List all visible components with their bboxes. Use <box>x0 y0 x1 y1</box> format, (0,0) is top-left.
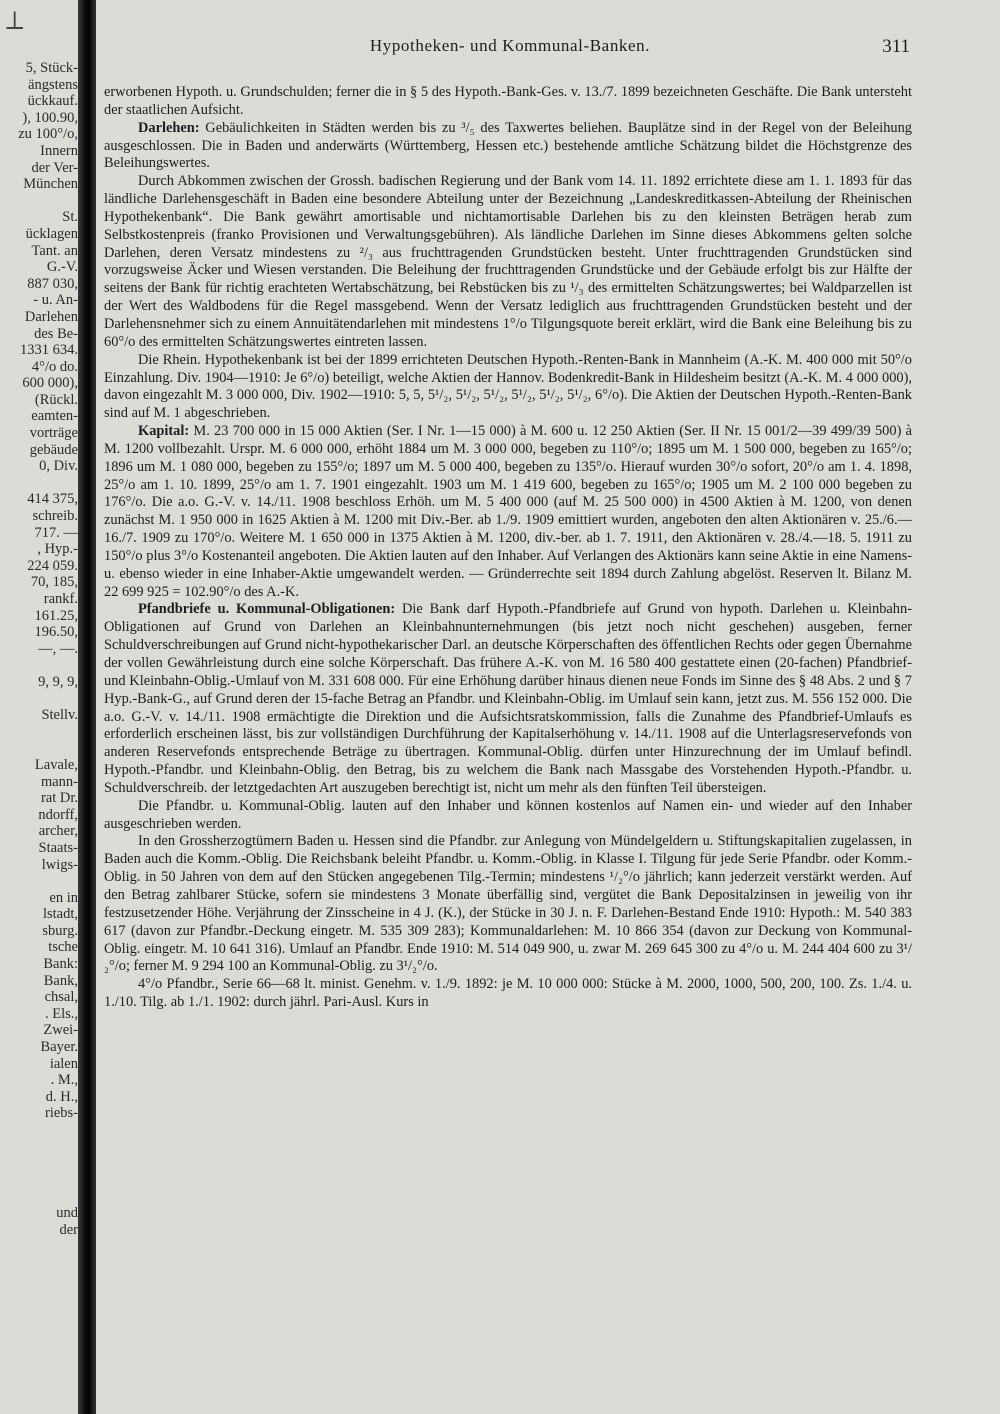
margin-line: mann- <box>40 773 78 790</box>
margin-line: rankf. <box>43 591 78 607</box>
margin-line: München <box>23 176 78 193</box>
margin-line: 600 000), <box>22 375 78 392</box>
paragraph-text: Die Bank darf Hypoth.-Pfandbriefe auf Grund von hypoth. Darlehen u. Kleinbahn-Obligationen auf Grund von Darlehen an Kleinbahnunternehmungen (bis jetzt noch nicht geschehen) ausgeben, ferner Schuldverschreibungen auf Grund nicht-hypothekarischer Darl. an deutsche Körperschaften des öffentlichen Rechts oder gegen Übernahme der vollen Gewährleistung durch eine solche Körperschaft. Das frühere A.-K. von M. 16 580 400 gestattete einen (20-fachen) Pfandbrief- und Kleinbahn-Oblig.-Umlauf von M. 331 608 000. Für eine Erhöhung darüber hinaus dienen neue Fonds im Sinne des § 48 Abs. 2 und § 7 Hyp.-Bank-G., auf Grund deren der 15-fache Betrag an Pfandbr. und Kleinbahn-Oblig. im Umlauf sein kann, jetzt zus. M. 556 152 000. Die a.o. G.-V. v. 14./11. 1908 ermächtigte die Direktion und die Aufsichtsratskommission, falls die Zunahme des Pfandbrief-Umlaufs es erforderlich erscheinen lässt, bis zur vollständigen Durchführung der Kapitalserhöhung v. 14./11. 1908 auf die Unterlagsreservefonds von anderen Reservefonds entsprechende Beträge zu übertragen. Kommunal-Oblig. dürfen unter Hinzurechnung der im Umlauf befindl. Hypoth.-Pfandbr. und Kleinbahn-Oblig. den Betrag, bis zu welchem die Bank nach Massgabe des Vorstehenden Hypoth.-Pfandbr. u. Schuldverschreib. der letztgedachten Art auszugeben berechtigt ist, nicht um mehr als den fünften Teil übersteigen. <box>104 601 912 796</box>
margin-line: 4°/o do. <box>31 358 78 375</box>
page-number: 311 <box>882 36 910 57</box>
margin-line <box>0 724 78 741</box>
margin-line: ücklagen <box>25 225 78 242</box>
margin-line <box>0 1122 78 1139</box>
margin-line: G.-V. <box>46 259 78 276</box>
margin-line: 161.25, <box>34 607 78 624</box>
margin-line: 1331 634. <box>20 342 78 359</box>
paragraph-pfandbriefe <box>104 601 912 797</box>
margin-line: ialen <box>49 1055 78 1072</box>
paragraph-muendel: In den Grossherzogtümern Baden u. Hessen sind die Pfandbr. zur Anlegung von Mündelgeldern u. Stiftungskapitalien zugelassen, in Baden auch die Komm.-Oblig. Die Reichsbank beleiht Pfandbr. u. Komm.-Oblig. in Klasse I. Tilgung für jede Serie Pfandbr. oder Komm.-Oblig. in 50 Jahren von dem auf den Stücken angegebenen Tilg.-Termin; mindestens ¹/₂°/o jährlich; kann jederzeit verstärkt werden. Auf den Betrag zahlbarer Stücke, sofern sie mindestens 3 Monate überfällig sind, vergütet die Bank Depositalzinsen in jeweilig von ihr festzusetzender Höhe. Verjährung der Zinsscheine in 4 J. (K.), der Stücke in 30 J. n. F. Darlehen-Bestand Ende 1910: Hypoth.: M. 540 383 617 (davon zur Pfandbr.-Deckung eingetr. M. 535 309 283); Kommunaldarlehen: M. 10 866 354 (davon zur Deckung von Kommunal-Oblig. eingetr. M. 10 641 316). Umlauf an Pfandbr. Ende 1910: M. 514 049 900, u. zwar M. 269 645 300 zu 4°/o u. M. 244 404 600 zu 3¹/₂°/o; ferner M. 9 294 100 an Kommunal-Oblig. zu 3¹/₂°/o. <box>104 833 912 975</box>
margin-line: gebäude <box>29 441 78 458</box>
margin-line: en in <box>49 889 78 906</box>
margin-line: 9, 9, 9, <box>38 673 78 690</box>
margin-line <box>0 1172 78 1189</box>
margin-line: tsche <box>48 939 78 956</box>
margin-line <box>0 691 78 708</box>
margin-line: archer, <box>38 823 78 840</box>
paragraph-beteiligung: Die Rhein. Hypothekenbank ist bei der 1899 errichteten Deutschen Hypoth.-Renten-Bank in Mannheim (A.-K. M. 400 000 mit 50°/o Einzahlung. Div. 1904—1910: Je 6°/o) beteiligt, welche Aktien der Hannov. Bodenkredit-Bank in Hildesheim besitzt (A.-K. M. 4 000 000), davon eingezahlt M. 3 000 000, Div. 1902—1910: 5, 5, 5¹/₂, 5¹/₂, 5¹/₂, 5¹/₂, 5¹/₂, 5¹/₂, 6°/o). Die Aktien der Deutschen Hypoth.-Renten-Bank sind auf M. 1 abgeschrieben. <box>104 351 912 422</box>
margin-line: St. <box>62 209 78 226</box>
paragraph-kapital <box>104 423 912 601</box>
paragraph-inhaber: Die Pfandbr. u. Kommunal-Oblig. lauten auf den Inhaber und können kostenlos auf Namen ein- und wieder auf den Inhaber ausgeschrieben werden. <box>104 797 912 832</box>
paragraph-text: Gebäulichkeiten in Städten werden bis zu ³/₅ des Taxwertes beliehen. Bauplätze sind in der Regel von der Beleihung ausgeschlossen. Die in Baden und anderwärts (Württemberg, Hessen etc.) bestehende amtliche Schätzung bildet die Höchstgrenze des Beleihungswertes. <box>104 119 912 172</box>
paragraph-text: M. 23 700 000 in 15 000 Aktien (Ser. I Nr. 1—15 000) à M. 600 u. 12 250 Aktien (Ser. II Nr. 15 001/2—39 499/39 500) à M. 1200 vollbezahlt. Urspr. M. 6 000 000, erhöht 1884 um M. 3 000 000, begeben zu 110°/o; 1895 um M. 1 500 000, begeben zu 165°/o; 1896 um M. 1 080 000, begeben zu 155°/o; 1897 um M. 5 000 400, begeben zu 135°/o. Hierauf wurden 30°/o sofort, 20°/o am 1. 4. 1898, 25°/o am 1. 10. 1899, 25°/o am 1. 7. 1901 eingezahlt. 1903 um M. 1 419 600, begeben zu 165°/o; 1905 um M. 2 100 000 begeben zu 176°/o. Die a.o. G.-V. v. 14./11. 1908 beschloss Erhöh. um M. 5 400 000 (auf M. 25 500 000) in 4500 Aktien à M. 1200, von denen zunächst M. 1 950 000 in 1625 Aktien à M. 1200 mit Div.-Ber. ab 1./9. 1909 emittiert wurden, angeboten den alten Aktionären v. 25./6.—16./7. 1909 zu 170°/o. Weitere M. 1 650 000 in 1375 Aktien à M. 1200, div.-ber. ab 1. 7. 1911, den Aktionären v. 28./4.—18. 5. 1911 zu 150°/o plus 3°/o Kostenanteil angeboten. Die Aktien lauten auf den Inhaber. Auf Verlangen des Aktionärs kann seine Aktie in eine Namens- u. ebenso wieder in eine Inhaber-Aktie umgewandelt werden. — Gründerrechte seit 1894 durch Zahlung abgelöst. Reserven lt. Bilanz M. 22 699 925 = 102.90°/o des A.-K. <box>104 423 912 600</box>
heading-darlehen: Darlehen: <box>138 119 200 136</box>
margin-line: des Be- <box>34 325 78 342</box>
heading-kapital: Kapital: <box>138 423 190 440</box>
margin-line: 224 059. <box>27 557 78 574</box>
margin-line: Darlehen <box>24 308 78 325</box>
margin-line: ückkauf. <box>27 93 78 110</box>
margin-line: Bayer. <box>40 1039 78 1056</box>
paragraph-serie: 4°/o Pfandbr., Serie 66—68 lt. minist. Genehm. v. 1./9. 1892: je M. 10 000 000: Stücke à M. 2000, 1000, 500, 200, 100. Zs. 1./4. u. 1./10. Tilg. ab 1./1. 1902: durch jährl. Pari-Ausl. Kurs in <box>104 976 912 1011</box>
paragraph-continuation: erworbenen Hypoth. u. Grundschulden; ferner die in § 5 des Hypoth.-Bank-Ges. v. 13./7. 1899 bezeichneten Geschäfte. Die Bank untersteht der staatlichen Aufsicht. <box>104 84 912 118</box>
margin-line: ängstens <box>28 76 78 93</box>
margin-line: Zwei- <box>43 1022 78 1039</box>
margin-line: ndorff, <box>38 806 78 823</box>
margin-line: 5, Stück- <box>25 60 78 76</box>
corner-mark-icon: ⟂ <box>6 6 24 36</box>
margin-line: schreib. <box>32 508 78 525</box>
margin-line: . Els., <box>44 1005 78 1022</box>
margin-line: lwigs- <box>41 856 78 873</box>
main-text <box>104 84 912 1396</box>
margin-line: 414 375, <box>27 491 78 508</box>
margin-line: der <box>59 1221 78 1238</box>
running-title: Hypotheken- und Kommunal-Banken. <box>369 36 651 55</box>
margin-line: 717. — <box>34 524 78 541</box>
margin-line: . M., <box>50 1072 78 1089</box>
heading-pfandbriefe: Pfandbriefe u. Kommunal-Obligationen: <box>138 601 396 618</box>
margin-line <box>0 657 78 674</box>
margin-line: d. H., <box>45 1088 78 1105</box>
paragraph-landeskredit: Durch Abkommen zwischen der Grossh. badischen Regierung und der Bank vom 14. 11. 1892 errichtete diese am 1. 1. 1893 für das ländliche Darlehensgeschäft in Baden eine besondere Abteilung unter der Bezeichnung „Landeskreditkassen-Abteilung der Rheinischen Hypothekenbank“. Die Bank gewährt amortisable und nichtamortisable Darlehen bis zu den kleinsten Beträgen herab zum Selbstkostenpreis (franko Provisionen und Verwaltungsgebühren). Als ländliche Darlehen im Sinne dieses Abkommens gelten solche Darlehen, deren Versatz mindestens zu ²/₃ aus fruchttragenden Grundstücken besteht. Unter fruchttragenden Grundstücken sind vorzugsweise Äcker und Wiesen verstanden. Die Beleihung der fruchttragenden Grundstücke und der Gebäude erfolgt bis zur Hälfte der seitens der Bank für richtig erachteten Wertabschätzung, bei Rebstücken bis zu ¹/₃ des ermittelten Schätzungswertes; bei Waldparzellen ist der Wert des Waldbodens für die Regel massgebend. Wenn der Versatz lediglich aus fruchttragenden Grundstücken besteht und der Darlehensnehmer sich zu einem Annuitätendarlehen mit mindestens 1°/o Tilgungsquote bereit erklärt, wird die Bank eine Beleihung bis zu 60°/o des ermittelten Schätzungswertes eintreten lassen. <box>104 173 912 350</box>
margin-line: Bank, <box>43 972 78 989</box>
margin-line: Tant. an <box>31 242 78 259</box>
margin-line: 887 030, <box>27 275 78 292</box>
margin-line: lstadt, <box>42 906 78 923</box>
margin-line: 196.50, <box>34 624 78 641</box>
margin-line: sburg. <box>42 922 78 939</box>
margin-line <box>0 475 78 492</box>
margin-line <box>0 740 78 757</box>
margin-line <box>0 1139 78 1156</box>
margin-line: (Rückl. <box>34 391 78 408</box>
margin-line: 0, Div. <box>39 458 78 475</box>
margin-line <box>0 873 78 890</box>
margin-line: 70, 185, <box>30 574 78 591</box>
margin-line: ), 100.90, <box>22 109 78 126</box>
margin-line: chsal, <box>44 989 78 1006</box>
margin-line: , Hyp.- <box>37 541 78 558</box>
margin-line: vorträge <box>29 425 78 442</box>
margin-line <box>0 193 78 210</box>
margin-line: zu 100°/o, <box>18 126 78 143</box>
margin-line: riebs- <box>44 1105 78 1122</box>
margin-line: Bank: <box>43 956 78 973</box>
margin-line: - u. An- <box>33 292 78 309</box>
margin-line: rat Dr. <box>40 790 78 807</box>
margin-line: und <box>56 1204 78 1221</box>
margin-line <box>0 1155 78 1172</box>
running-header <box>110 36 910 60</box>
margin-line <box>0 1188 78 1205</box>
margin-line: Stellv. <box>41 707 78 724</box>
previous-page-margin <box>0 60 78 1400</box>
page-gutter <box>78 0 96 1414</box>
margin-line: Lavale, <box>34 756 78 773</box>
margin-line: der Ver- <box>31 159 78 176</box>
margin-line: Innern <box>40 142 78 159</box>
margin-line: —, —. <box>38 640 78 657</box>
margin-line: eamten- <box>31 408 78 425</box>
margin-line: Staats- <box>38 839 78 856</box>
paragraph-darlehen <box>104 120 912 174</box>
